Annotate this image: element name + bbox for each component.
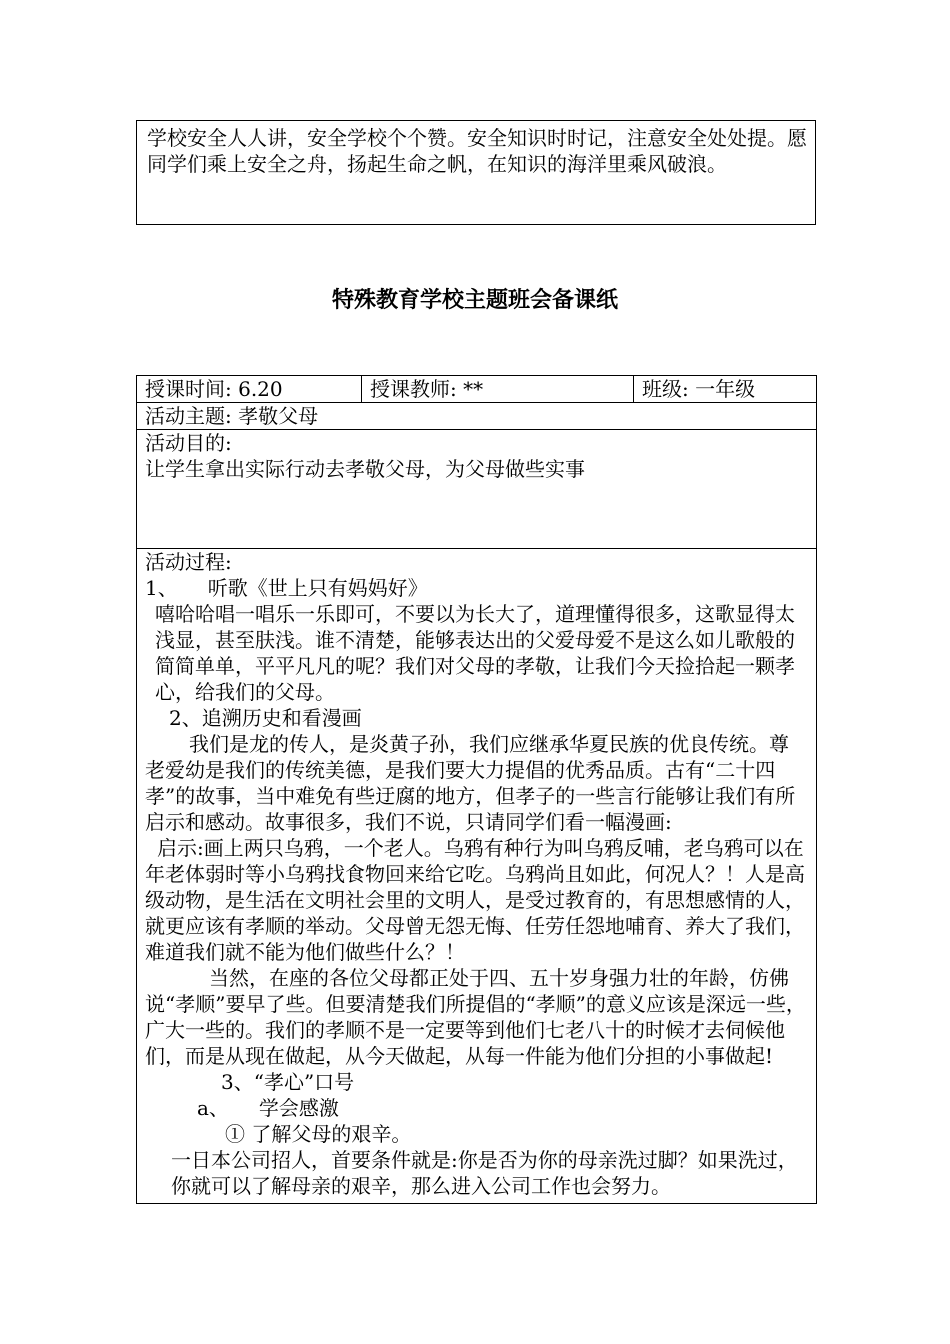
process-label: 活动过程: <box>145 550 232 574</box>
process-item-2: 2、追溯历史和看漫画 <box>169 706 362 730</box>
theme-row <box>137 403 817 430</box>
goal-label: 活动目的: <box>145 431 232 455</box>
goal-row <box>137 430 817 549</box>
process-paragraph-4: 当然，在座的各位父母都正处于四、五十岁身强力壮的年龄，仿佛说“孝顺”要早了些。但要清楚我们所提倡的“孝顺”的意义应该是深远一些，广大一些的。我们的孝顺不是一定要等到他们七老八十的时候才去伺候他们，而是从现在做起，从今天做起，从每一件能为他们分担的小事做起! <box>145 966 806 1068</box>
process-paragraph-2: 我们是龙的传人，是炎黄子孙，我们应继承华夏民族的优良传统。尊老爱幼是我们的传统美德，是我们要大力提倡的优秀品质。古有“二十四孝”的故事，当中难免有些迂腐的地方，但孝子的一些言行能够让我们有所启示和感动。故事很多，我们不说，只请同学们看一幅漫画: <box>145 732 796 834</box>
process-item-3a: a、 学会感激 <box>197 1096 339 1120</box>
page-title: 特殊教育学校主题班会备课纸 <box>331 288 618 313</box>
process-paragraph-5: 一日本公司招人，首要条件就是:你是否为你的母亲洗过脚？如果洗过，你就可以了解母亲的艰辛，那么进入公司工作也会努力。 <box>171 1148 798 1198</box>
process-item-3a-1: ① 了解父母的艰辛。 <box>225 1122 412 1146</box>
activity-theme-cell: 活动主题: 孝敬父母 <box>137 403 817 430</box>
process-paragraph-1: 嘻哈哈唱一唱乐一乐即可，不要以为长大了，道理懂得很多，这歌显得太浅显，甚至肤浅。谁不清楚，能够表达出的父爱母爱不是这么如儿歌般的简简单单，平平凡凡的呢？我们对父母的孝敬，让我们今天捡拾起一颗孝心，给我们的父母。 <box>155 602 795 704</box>
process-row <box>137 549 817 1204</box>
activity-goal-cell <box>137 430 817 549</box>
goal-text: 让学生拿出实际行动去孝敬父母，为父母做些实事 <box>145 457 585 481</box>
process-item-1: 1、 听歌《世上只有妈妈好》 <box>145 576 428 600</box>
process-item-3: 3、“孝心”口号 <box>221 1070 355 1094</box>
closing-text-box <box>136 120 816 225</box>
activity-process-cell <box>137 549 817 1204</box>
closing-paragraph: 学校安全人人讲，安全学校个个赞。安全知识时时记，注意安全处处提。愿同学们乘上安全之舟，扬起生命之帆，在知识的海洋里乘风破浪。 <box>147 126 807 176</box>
lesson-time-cell: 授课时间: 6.20 <box>137 376 362 403</box>
lesson-class-cell: 班级: 一年级 <box>634 376 817 403</box>
header-row <box>137 376 817 403</box>
lesson-plan-table <box>136 375 817 1204</box>
process-paragraph-3: 启示:画上两只乌鸦，一个老人。乌鸦有种行为叫乌鸦反哺，老乌鸦可以在年老体弱时等小乌鸦找食物回来给它吃。乌鸦尚且如此，何况人？！人是高级动物，是生活在文明社会里的文明人，是受过教育的，有思想感情的人，就更应该有孝顺的举动。父母曾无怨无悔、任劳任怨地哺育、养大了我们，难道我们就不能为他们做些什么？！ <box>145 836 805 964</box>
lesson-teacher-cell: 授课教师: ** <box>362 376 634 403</box>
